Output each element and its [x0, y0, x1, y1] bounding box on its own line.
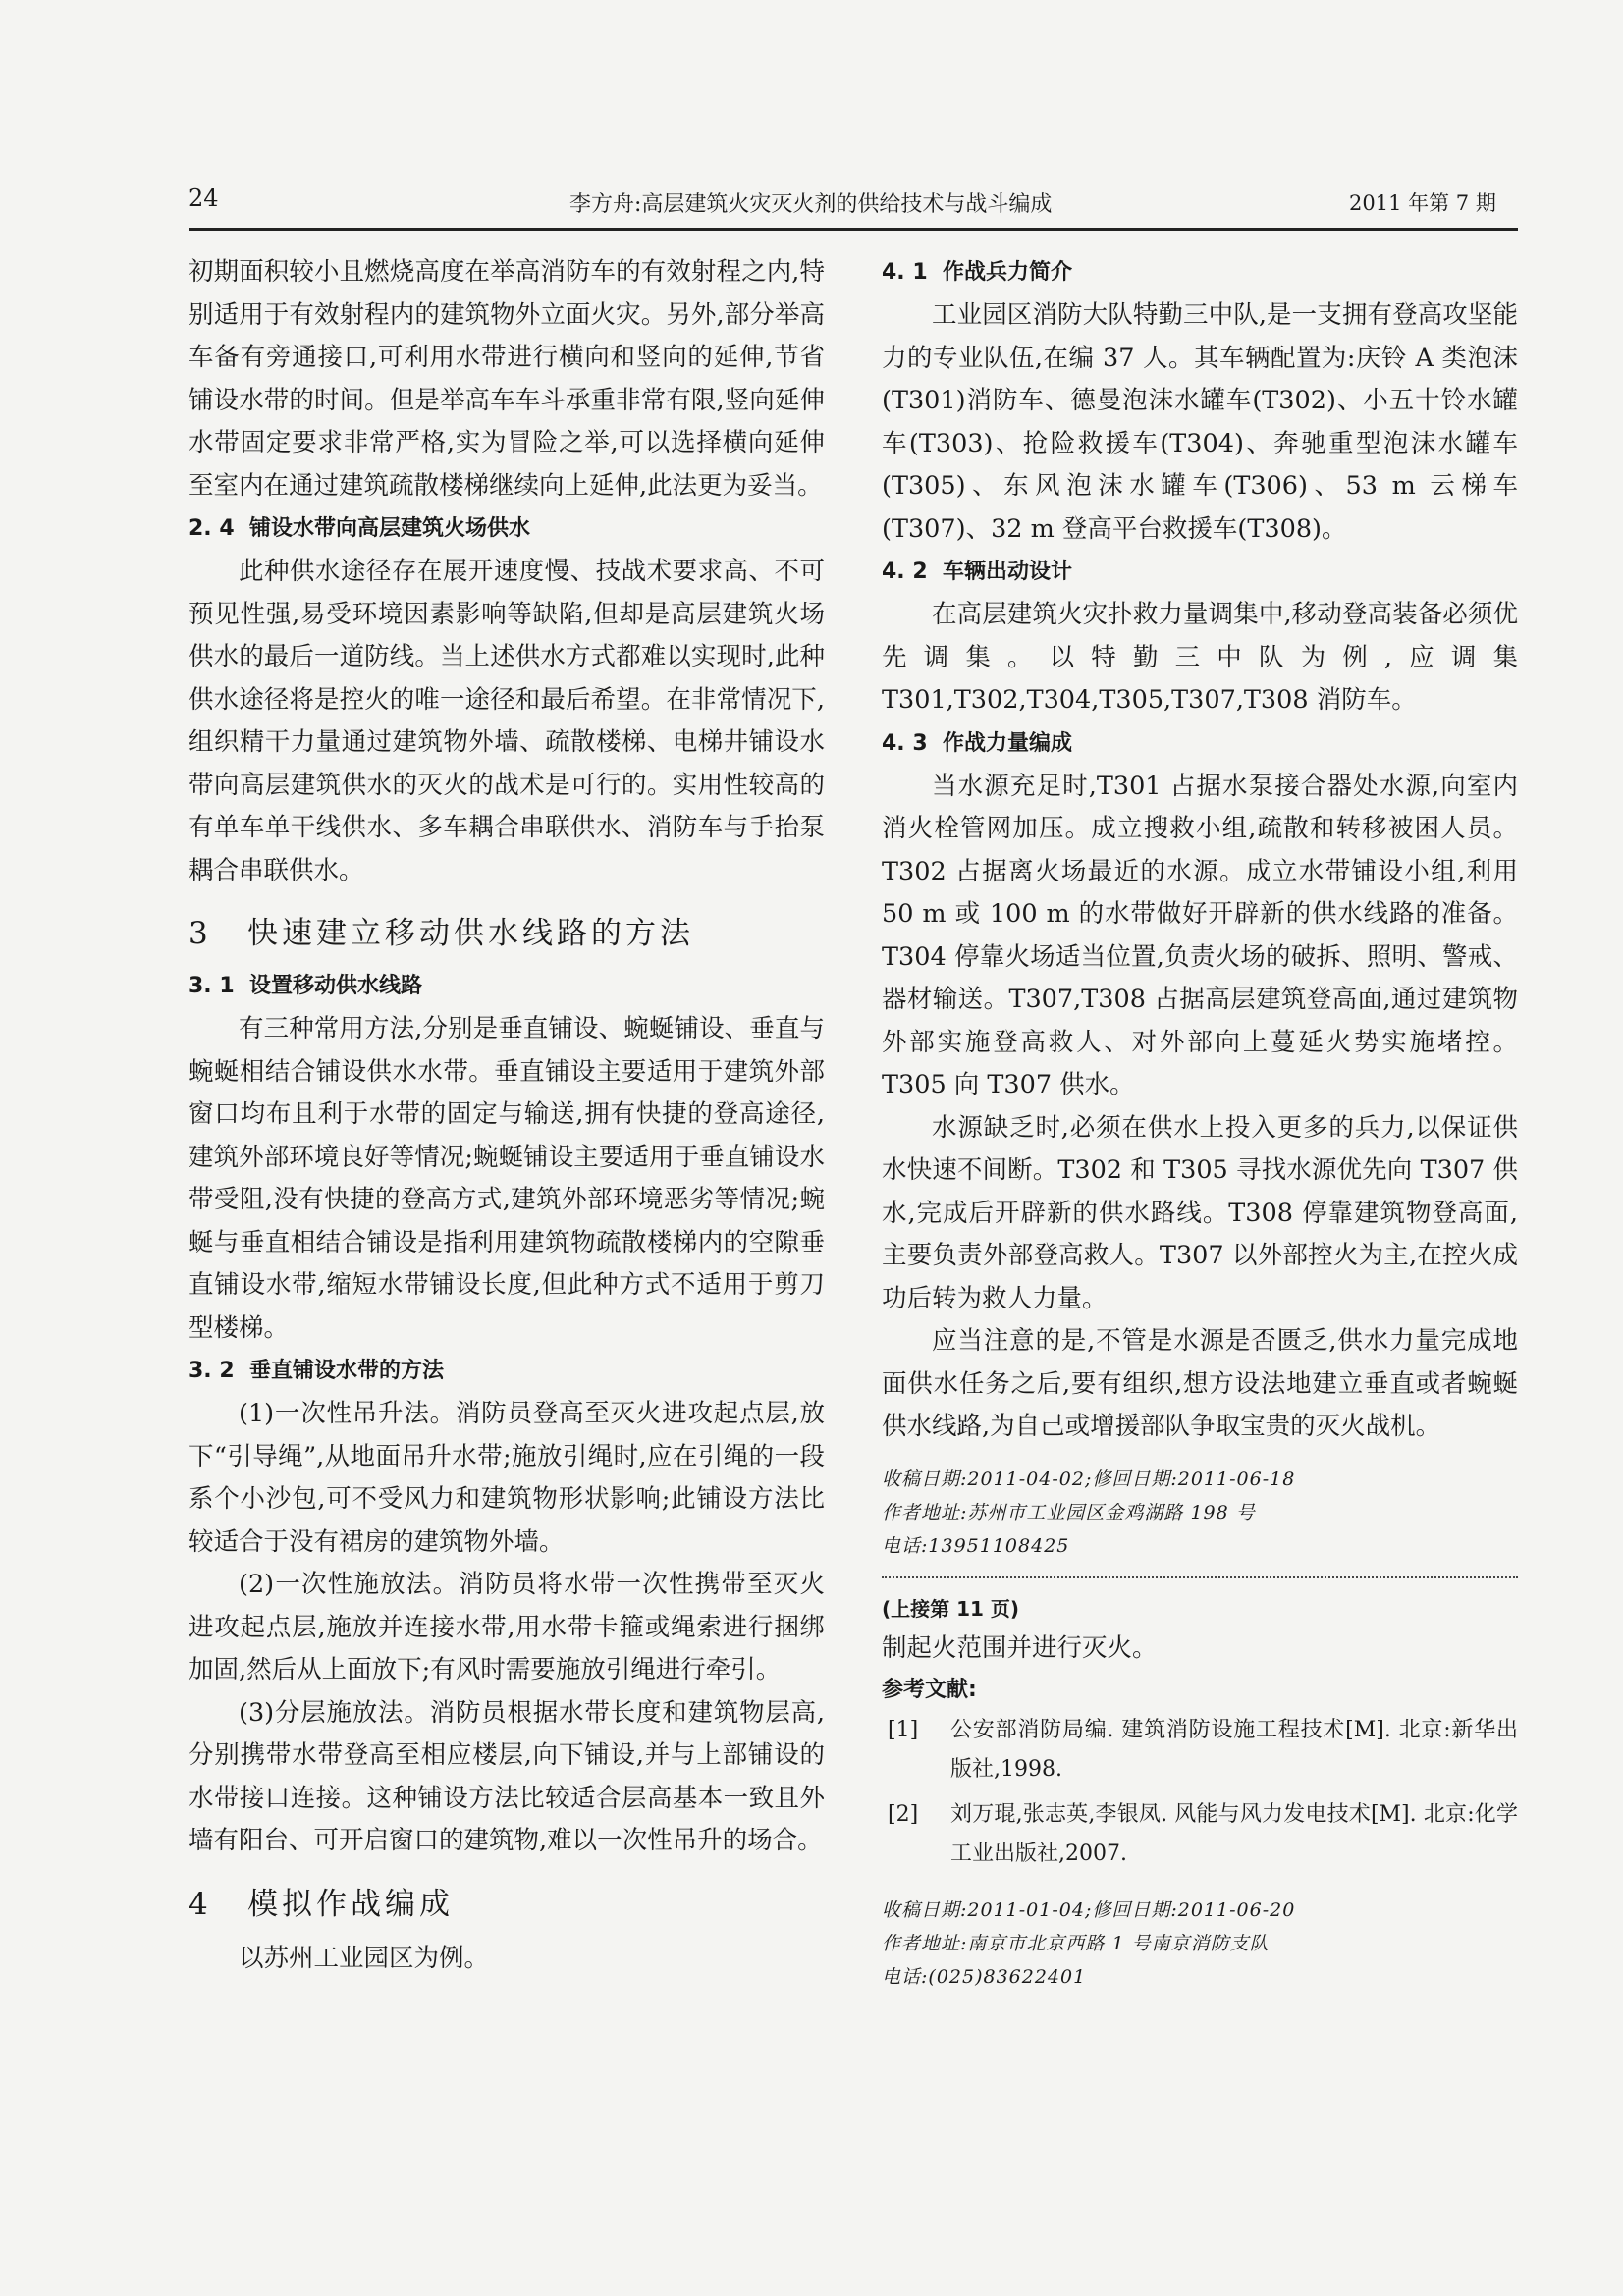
- author-address: 作者地址:南京市北京西路 1 号南京消防支队: [882, 1933, 1270, 1954]
- section-number: 3: [189, 916, 212, 951]
- section-number: 4: [189, 1886, 212, 1922]
- author-address: 作者地址:苏州市工业园区金鸡湖路 198 号: [882, 1501, 1256, 1523]
- section-number: 4. 1: [882, 260, 928, 285]
- paragraph: 工业园区消防大队特勤三中队,是一支拥有登高攻坚能力的专业队伍,在编 37 人。其车辆配置为:庆铃 A 类泡沫(T301)消防车、德曼泡沫水罐车(T302)、小五十铃水罐车(T303)、抢险救援车(T304)、奔驰重型泡沫水罐车(T305)、东风泡沫水罐车(T306)、53 m 云梯车(T307)、32 m 登高平台救援车(T308)。: [882, 300, 1518, 544]
- paragraph: 此种供水途径存在展开速度慢、技战术要求高、不可预见性强,易受环境因素影响等缺陷,但却是高层建筑火场供水的最后一道防线。当上述供水方式都难以实现时,此种供水途径将是控火的唯一途径和最后希望。在非常情况下,组织精干力量通过建筑物外墙、疏散楼梯、电梯井铺设水带向高层建筑供水的灭火的战术是可行的。实用性较高的有单车单干线供水、多车耦合串联供水、消防车与手抬泵耦合串联供水。: [189, 557, 825, 885]
- paragraph: (3)分层施放法。消防员根据水带长度和建筑物层高,分别携带水带登高至相应楼层,向下铺设,并与上部铺设的水带接口连接。这种铺设方法比较适合层高基本一致且外墙有阳台、可开启窗口的建筑物,难以一次性吊升的场合。: [189, 1697, 825, 1855]
- paragraph: (1)一次性吊升法。消防员登高至灭火进攻起点层,放下“引导绳”,从地面吊升水带;施放引绳时,应在引绳的一段系个小沙包,可不受风力和建筑物形状影响;此铺设方法比较适合于没有裙房的建筑物外墙。: [189, 1399, 825, 1557]
- references-heading: 参考文献:: [882, 1678, 977, 1702]
- paragraph: 水源缺乏时,必须在供水上投入更多的兵力,以保证供水快速不间断。T302 和 T305 寻找水源优先向 T307 供水,完成后开辟新的供水路线。T308 停靠建筑物登高面,主要负责外部登高救人。T307 以外部控火为主,在控火成功后转为救人力量。: [882, 1112, 1518, 1313]
- section-heading-4-2: [882, 553, 1518, 592]
- section-title: 模拟作战编成: [247, 1886, 454, 1922]
- paragraph: 在高层建筑火灾扑救力量调集中,移动登高装备必须优先调集。以特勤三中队为例,应调集 T301,T302,T304,T305,T307,T308 消防车。: [882, 600, 1518, 715]
- issue-label: 2011 年第 7 期: [1349, 191, 1496, 215]
- left-column: [189, 251, 825, 1980]
- paragraph: 有三种常用方法,分别是垂直铺设、蜿蜒铺设、垂直与蜿蜒相结合铺设供水水带。垂直铺设主要适用于建筑外部窗口均布且利于水带的固定与输送,拥有快捷的登高途径,建筑外部环境良好等情况;蜿蜒铺设主要适用于垂直铺设水带受阻,没有快捷的登高方式,建筑外部环境恶劣等情况;蜿蜒与垂直相结合铺设是指利用建筑物疏散楼梯内的空隙垂直铺设水带,缩短水带铺设长度,但此种方式不适用于剪刀型楼梯。: [189, 1014, 825, 1343]
- section-number: 4. 2: [882, 560, 928, 584]
- section-title: 垂直铺设水带的方法: [249, 1359, 445, 1383]
- section-heading-4-3: [882, 724, 1518, 764]
- paragraph: 以苏州工业园区为例。: [239, 1943, 490, 1973]
- section-heading-3: [189, 914, 825, 953]
- section-heading-2-4: [189, 509, 825, 549]
- article-divider: [882, 1576, 1518, 1578]
- author-phone: 电话:(025)83622401: [882, 1966, 1087, 1988]
- section-heading-4-1: [882, 253, 1518, 293]
- reference-text: 公安部消防局编. 建筑消防设施工程技术[M]. 北京:新华出版社,1998.: [950, 1718, 1518, 1782]
- section-number: 2. 4: [189, 516, 235, 541]
- reference-text: 刘万琨,张志英,李银凤. 风能与风力发电技术[M]. 北京:化学工业出版社,2007.: [950, 1802, 1518, 1866]
- continued-from-label: (上接第 11 页): [882, 1596, 1020, 1621]
- section-title: 作战力量编成: [943, 730, 1073, 756]
- received-dates: 收稿日期:2011-04-02;修回日期:2011-06-18: [882, 1468, 1296, 1490]
- author-phone: 电话:13951108425: [882, 1534, 1070, 1557]
- section-number: 4. 3: [882, 730, 928, 756]
- section-heading-4: [189, 1885, 825, 1924]
- paragraph: 初期面积较小且燃烧高度在举高消防车的有效射程之内,特别适用于有效射程内的建筑物外立面火灾。另外,部分举高车备有旁通接口,可利用水带进行横向和竖向的延伸,节省铺设水带的时间。但是举高车车斗承重非常有限,竖向延伸水带固定要求非常严格,实为冒险之举,可以选择横向延伸至室内在通过建筑疏散楼梯继续向上延伸,此法更为妥当。: [189, 257, 825, 501]
- paragraph: 应当注意的是,不管是水源是否匮乏,供水力量完成地面供水任务之后,要有组织,想方设法地建立垂直或者蜿蜒供水线路,为自己或增援部队争取宝贵的灭火战机。: [882, 1326, 1518, 1441]
- section-title: 作战兵力简介: [943, 260, 1073, 285]
- section-title: 设置移动供水线路: [249, 974, 423, 998]
- section-number: 3. 2: [189, 1359, 235, 1383]
- page-number: 24: [189, 185, 219, 212]
- section-title: 车辆出动设计: [943, 560, 1073, 584]
- running-title: 李方舟:高层建筑火灾灭火剂的供给技术与战斗编成: [569, 192, 1053, 217]
- header-rule: [189, 228, 1518, 231]
- continued-paragraph: 制起火范围并进行灭火。: [882, 1632, 1158, 1663]
- reference-item: [882, 1711, 1518, 1789]
- section-heading-3-1: [189, 967, 825, 1006]
- section-heading-3-2: [189, 1352, 825, 1391]
- right-column: [882, 251, 1518, 1994]
- reference-item: [882, 1795, 1518, 1874]
- section-title: 铺设水带向高层建筑火场供水: [249, 516, 531, 541]
- paragraph: (2)一次性施放法。消防员将水带一次性携带至灭火进攻起点层,施放并连接水带,用水带卡箍或绳索进行捆绑加固,然后从上面放下;有风时需要施放引绳进行牵引。: [189, 1570, 825, 1684]
- reference-number: [1]: [888, 1718, 919, 1742]
- section-title: 快速建立移动供水线路的方法: [247, 916, 694, 951]
- section-number: 3. 1: [189, 974, 235, 998]
- reference-number: [2]: [888, 1802, 919, 1827]
- received-dates: 收稿日期:2011-01-04;修回日期:2011-06-20: [882, 1899, 1296, 1921]
- paragraph: 当水源充足时,T301 占据水泵接合器处水源,向室内消火栓管网加压。成立搜救小组,疏散和转移被困人员。T302 占据离火场最近的水源。成立水带铺设小组,利用 50 m 或 100 m 的水带做好开辟新的供水线路的准备。T304 停靠火场适当位置,负责火场的破拆、照明、警戒、器材输送。T307,T308 占据高层建筑登高面,通过建筑物外部实施登高救人、对外部向上蔓延火势实施堵控。T305 向 T307 供水。: [882, 771, 1518, 1099]
